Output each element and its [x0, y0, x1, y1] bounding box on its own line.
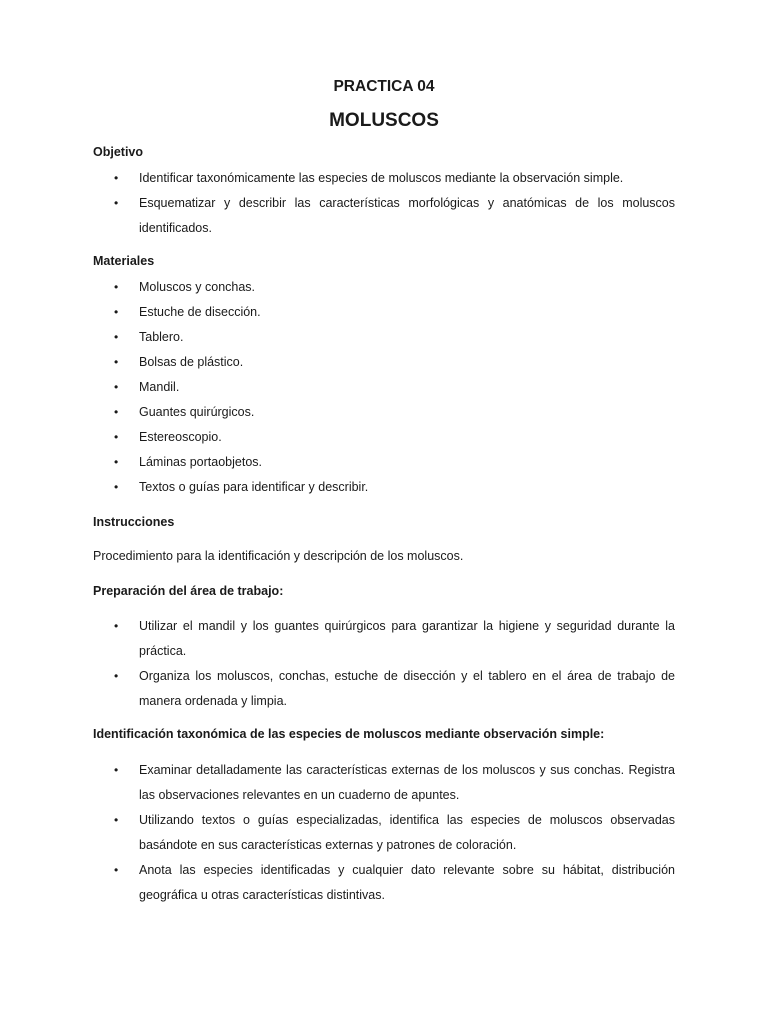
bullet-icon: • — [114, 355, 119, 369]
bullet-icon: • — [114, 196, 119, 210]
objetivo-list — [93, 166, 675, 241]
instrucciones-heading: Instrucciones — [93, 515, 175, 529]
preparacion-heading: Preparación del área de trabajo: — [93, 584, 284, 598]
list-item — [93, 350, 675, 375]
list-item-text: Láminas portaobjetos. — [139, 455, 262, 469]
list-item-text: Examinar detalladamente las características externas de los moluscos y sus conchas. Registra las observaciones relevantes en un cuaderno de apuntes. — [139, 763, 675, 802]
list-item — [93, 425, 675, 450]
list-item — [93, 325, 675, 350]
list-item-text: Mandil. — [139, 380, 180, 394]
list-item — [93, 450, 675, 475]
bullet-icon: • — [114, 380, 119, 394]
bullet-icon: • — [114, 330, 119, 344]
practice-topic-title: MOLUSCOS — [329, 110, 439, 131]
practice-number-title: PRACTICA 04 — [333, 78, 435, 95]
bullet-icon: • — [114, 813, 119, 827]
list-item — [93, 191, 675, 241]
bullet-icon: • — [114, 619, 119, 633]
identificacion-heading: Identificación taxonómica de las especies de moluscos mediante observación simple: — [93, 727, 605, 741]
list-item-text: Organiza los moluscos, conchas, estuche de disección y el tablero en el área de trabajo de manera ordenada y limpia. — [139, 669, 675, 708]
list-item — [93, 858, 675, 908]
objetivo-heading: Objetivo — [93, 145, 144, 159]
bullet-icon: • — [114, 305, 119, 319]
list-item-text: Tablero. — [139, 330, 184, 344]
list-item — [93, 166, 675, 191]
list-item-text: Moluscos y conchas. — [139, 280, 256, 294]
bullet-icon: • — [114, 863, 119, 877]
preparacion-list — [93, 614, 675, 714]
list-item — [93, 808, 675, 858]
list-item-text: Guantes quirúrgicos. — [139, 405, 255, 419]
bullet-icon: • — [114, 171, 119, 185]
list-item-text: Identificar taxonómicamente las especies de moluscos mediante la observación simple. — [139, 171, 624, 185]
bullet-icon: • — [114, 430, 119, 444]
list-item — [93, 400, 675, 425]
list-item-text: Bolsas de plástico. — [139, 355, 244, 369]
list-item — [93, 758, 675, 808]
list-item — [93, 300, 675, 325]
list-item-text: Estuche de disección. — [139, 305, 261, 319]
bullet-icon: • — [114, 455, 119, 469]
list-item-text: Estereoscopio. — [139, 430, 222, 444]
materiales-heading: Materiales — [93, 254, 155, 268]
list-item — [93, 375, 675, 400]
list-item — [93, 475, 675, 500]
list-item-text: Anota las especies identificadas y cualquier dato relevante sobre su hábitat, distribución geográfica u otras características distintivas. — [139, 863, 675, 902]
list-item-text: Utilizar el mandil y los guantes quirúrgicos para garantizar la higiene y seguridad durante la práctica. — [139, 619, 675, 658]
list-item — [93, 275, 675, 300]
instrucciones-text: Procedimiento para la identificación y descripción de los moluscos. — [93, 549, 464, 563]
materiales-list — [93, 275, 675, 500]
list-item — [93, 614, 675, 664]
list-item-text: Utilizando textos o guías especializadas, identifica las especies de moluscos observadas basándote en sus características externas y patrones de coloración. — [139, 813, 675, 852]
list-item-text: Esquematizar y describir las características morfológicas y anatómicas de los moluscos identificados. — [139, 196, 675, 235]
bullet-icon: • — [114, 280, 119, 294]
list-item-text: Textos o guías para identificar y describir. — [139, 480, 369, 494]
list-item — [93, 664, 675, 714]
bullet-icon: • — [114, 480, 119, 494]
bullet-icon: • — [114, 405, 119, 419]
bullet-icon: • — [114, 669, 119, 683]
identificacion-list — [93, 758, 675, 908]
bullet-icon: • — [114, 763, 119, 777]
